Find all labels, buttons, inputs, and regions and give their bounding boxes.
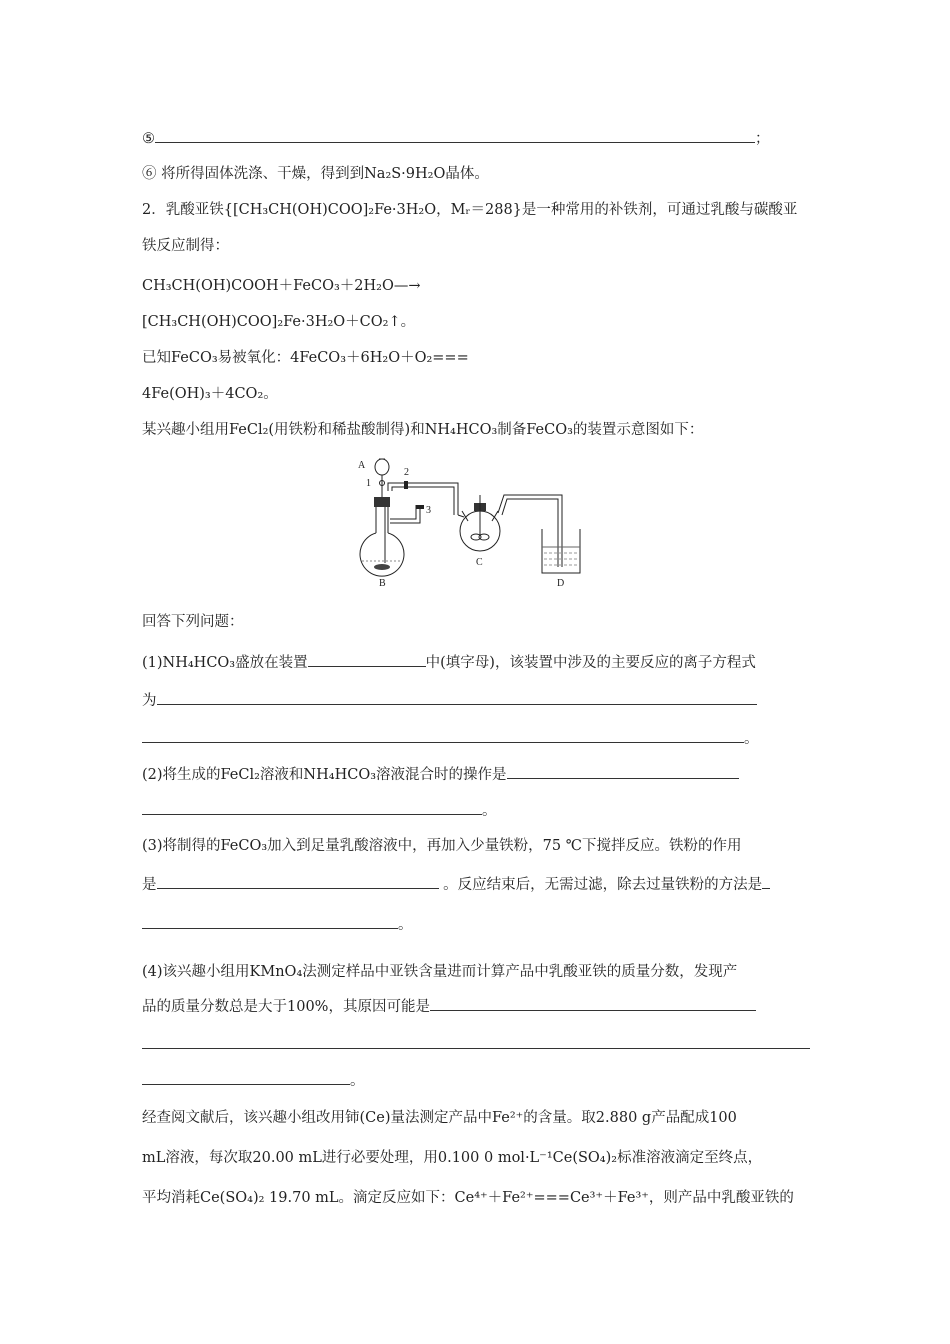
side-tube-3 bbox=[390, 505, 424, 523]
apparatus-svg bbox=[352, 455, 592, 589]
label-b: B bbox=[379, 578, 386, 589]
answer-blank-1c[interactable] bbox=[142, 728, 744, 743]
question-2-cont: 。 bbox=[142, 800, 497, 821]
label-2: 2 bbox=[404, 467, 409, 478]
answer-blank-4a[interactable] bbox=[430, 996, 756, 1011]
answer-blank-2a[interactable] bbox=[507, 764, 739, 779]
line-6: ⑥ 将所得固体洗涤、干燥，得到到Na₂S·9H₂O晶体。 bbox=[142, 166, 489, 182]
question-4-cont: 品的质量分数总是大于100%，其原因可能是 bbox=[142, 996, 756, 1017]
answer-blank-2b[interactable] bbox=[142, 800, 482, 815]
beaker-d bbox=[542, 529, 580, 573]
question-1-equation: 为 bbox=[142, 690, 757, 711]
answer-blank-1b[interactable] bbox=[157, 690, 757, 705]
apparatus-intro: 某兴趣小组用FeCl₂(用铁粉和稀盐酸制得)和NH₄HCO₃制备FeCO₃的装置示意图如下： bbox=[142, 422, 704, 438]
answer-blank-3b[interactable] bbox=[762, 874, 770, 889]
answer-blank-4c[interactable] bbox=[142, 1070, 350, 1085]
question-4-blank-line bbox=[142, 1034, 810, 1055]
connecting-tube-2 bbox=[388, 481, 458, 515]
equation-1-left: CH₃CH(OH)COOH＋FeCO₃＋2H₂O—→ bbox=[142, 278, 421, 294]
ce-method-intro: 经查阅文献后，该兴趣小组改用铈(Ce)量法测定产品中Fe²⁺的含量。取2.880 g产品配成100 bbox=[142, 1110, 737, 1126]
question-1: (1)NH₄HCO₃盛放在装置 中(填字母)，该装置中涉及的主要反应的离子方程式 bbox=[142, 652, 756, 673]
line-5: ⑤ ； bbox=[142, 128, 770, 149]
outlet-tube bbox=[498, 495, 562, 567]
label-3: 3 bbox=[426, 505, 431, 516]
answer-blank-1a[interactable] bbox=[308, 652, 426, 667]
answer-blank-5[interactable] bbox=[155, 128, 755, 143]
label-1: 1 bbox=[366, 478, 371, 489]
question-4-end: 。 bbox=[142, 1070, 365, 1091]
question-3-cont2: 。 bbox=[142, 914, 413, 935]
question-3-cont: 是 。反应结束后，无需过滤，除去过量铁粉的方法是 bbox=[142, 874, 770, 895]
answer-blank-3c[interactable] bbox=[142, 914, 398, 929]
question-2-intro-cont: 铁反应制得： bbox=[142, 238, 229, 254]
question-1-equation-cont: 。 bbox=[142, 728, 759, 749]
ce-method-reaction: 平均消耗Ce(SO₄)₂ 19.70 mL。滴定反应如下：Ce⁴⁺＋Fe²⁺===Ce³⁺＋Fe³⁺，则产品中乳酸亚铁的 bbox=[142, 1190, 794, 1206]
ce-method-procedure: mL溶液，每次取20.00 mL进行必要处理，用0.100 0 mol·L⁻¹Ce(SO₄)₂标准溶液滴定至终点， bbox=[142, 1150, 763, 1166]
label-d: D bbox=[557, 578, 565, 589]
answer-blank-3a[interactable] bbox=[157, 874, 439, 889]
flask-b bbox=[360, 497, 404, 576]
oxidation-equation-left: 已知FeCO₃易被氧化：4FeCO₃＋6H₂O＋O₂=== bbox=[142, 350, 469, 366]
equation-1-right: [CH₃CH(OH)COO]₂Fe·3H₂O＋CO₂↑。 bbox=[142, 314, 416, 330]
question-2-intro: 2．乳酸亚铁{[CH₃CH(OH)COO]₂Fe·3H₂O，Mᵣ＝288}是一种常用的补铁剂，可通过乳酸与碳酸亚 bbox=[142, 202, 798, 218]
answer-prompt: 回答下列问题： bbox=[142, 614, 244, 630]
flask-c bbox=[458, 495, 500, 551]
question-3: (3)将制得的FeCO₃加入到足量乳酸溶液中，再加入少量铁粉，75 ℃下搅拌反应。铁粉的作用 bbox=[142, 838, 742, 854]
label-a: A bbox=[358, 460, 366, 471]
question-2: (2)将生成的FeCl₂溶液和NH₄HCO₃溶液混合时的操作是 bbox=[142, 764, 739, 785]
question-4: (4)该兴趣小组用KMnO₄法测定样品中亚铁含量进而计算产品中乳酸亚铁的质量分数，发现产 bbox=[142, 964, 738, 980]
circled-number-5: ⑤ bbox=[142, 131, 155, 147]
oxidation-equation-right: 4Fe(OH)₃＋4CO₂。 bbox=[142, 386, 278, 402]
label-c: C bbox=[476, 557, 483, 568]
apparatus-diagram bbox=[352, 455, 592, 589]
answer-blank-4b[interactable] bbox=[142, 1034, 810, 1049]
